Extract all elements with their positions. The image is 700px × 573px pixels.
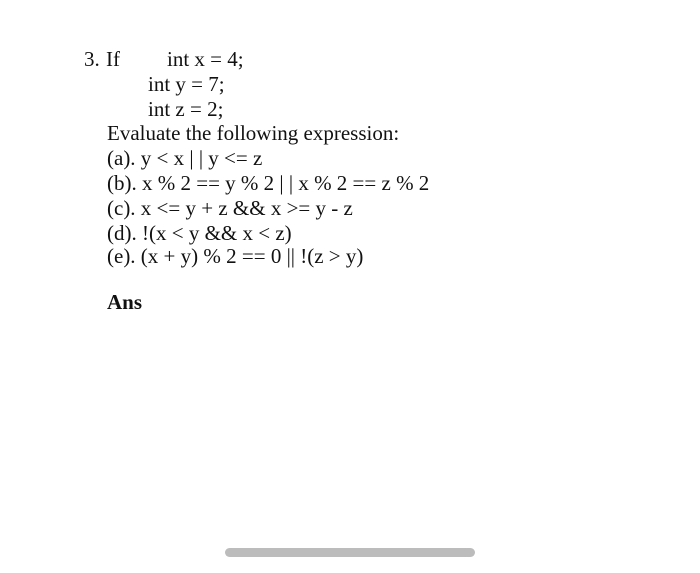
scroll-indicator[interactable] — [225, 548, 475, 557]
declaration-y: int y = 7; — [148, 72, 225, 96]
declaration-x: int x = 4; — [167, 47, 244, 71]
expression-a: (a). y < x | | y <= z — [107, 146, 263, 170]
declaration-z: int z = 2; — [148, 97, 224, 121]
expression-e: (e). (x + y) % 2 == 0 || !(z > y) — [107, 244, 364, 268]
expression-b: (b). x % 2 == y % 2 | | x % 2 == z % 2 — [107, 171, 430, 195]
instruction-text: Evaluate the following expression: — [107, 121, 400, 145]
expression-d: (d). !(x < y && x < z) — [107, 221, 292, 245]
question-number: 3. — [84, 47, 100, 71]
if-label: If — [106, 47, 120, 71]
answer-label: Ans — [107, 290, 143, 314]
expression-c: (c). x <= y + z && x >= y - z — [107, 196, 353, 220]
